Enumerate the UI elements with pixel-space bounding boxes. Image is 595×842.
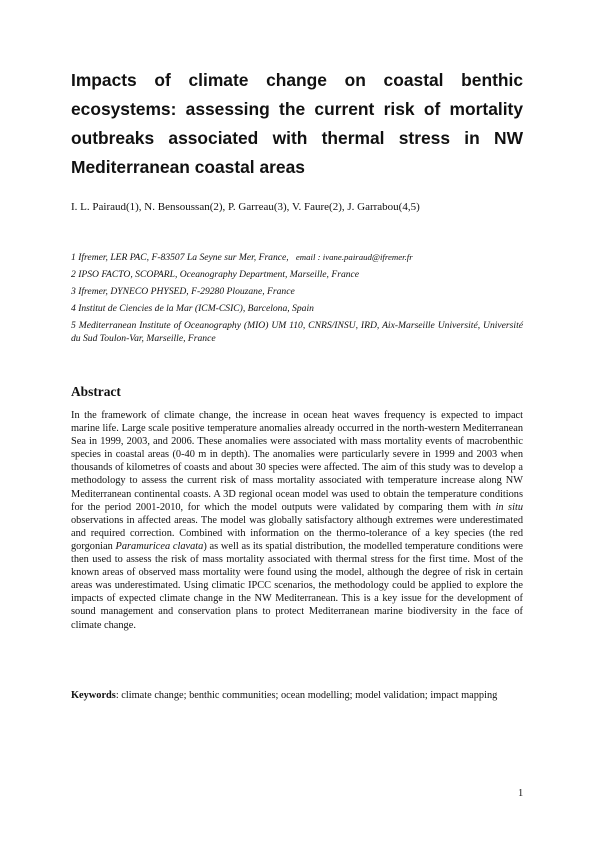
- page-number: 1: [518, 788, 524, 799]
- abstract-heading: Abstract: [71, 384, 121, 399]
- affiliations: [71, 251, 523, 349]
- paper-title: Impacts of climate change on coastal benthic ecosystems: assessing the current risk of mortality outbreaks associated with thermal stress in NW Mediterranean coastal areas: [71, 70, 523, 177]
- affiliation-5: 5 Mediterranean Institute of Oceanography (MIO) UM 110, CNRS/INSU, IRD, Aix-Marseille Université, Université du Sud Toulon-Var, Marseille, France: [71, 320, 523, 344]
- affiliation-1: [71, 251, 523, 264]
- species-name: Paramuricea clavata: [115, 540, 204, 552]
- author-list: I. L. Pairaud(1), N. Bensoussan(2), P. Garreau(3), V. Faure(2), J. Garrabou(4,5): [71, 201, 420, 213]
- keywords: [71, 689, 523, 702]
- affiliation-4: 4 Institut de Ciencies de la Mar (ICM-CSIC), Barcelona, Spain: [71, 303, 314, 314]
- keywords-text: : climate change; benthic communities; ocean modelling; model validation; impact mapping: [115, 690, 498, 701]
- contact-email: email : ivane.pairaud@ifremer.fr: [295, 252, 413, 262]
- affiliation-1-text: 1 Ifremer, LER PAC, F-83507 La Seyne sur Mer, France,: [71, 252, 289, 263]
- abstract-text: [71, 409, 523, 632]
- abstract-part-1: In the framework of climate change, the increase in ocean heat waves frequency is expected to impact marine life. Large scale positive temperature anomalies already occurred in the north-western Mediterranean Sea in 1999, 2003, and 2006. These anomalies were associated with mass mortality events of macrobenthic species in coastal areas (0-40 m in depth). The anomalies were particularly severe in 1999 and 2003 when thousands of kilometres of coasts and about 30 species were affected. The aim of this study was to develop a methodology to assess the current risk of mass mortality associated with temperature increase along NW Mediterranean continental coasts. A 3D regional ocean model was used to obtain the temperature conditions for the period 2001-2010, for which the model outputs were validated by comparing them with: [71, 410, 523, 513]
- affiliation-3: 3 Ifremer, DYNECO PHYSED, F-29280 Plouzane, France: [71, 286, 295, 297]
- abstract-part-2: observations in affected areas. The model was globally satisfactory although extremes were underestimated and required correction. Combined with information on the thermo-tolerance of a key species (the red gorgonian: [71, 514, 523, 552]
- keywords-label: Keywords: [71, 690, 116, 701]
- affiliation-2: 2 IPSO FACTO, SCOPARL, Oceanography Department, Marseille, France: [71, 269, 360, 280]
- abstract-part-3: ) as well as its spatial distribution, the modelled temperature conditions were then used to assess the risk of mass mortality associated with thermal stress for the first time. Most of the known areas of observed mass mortality were found using the model, although the degree of risk in certain areas was underestimated. Using climatic IPCC scenarios, the methodology could be applied to explore the impacts of expected climate change in the NW Mediterranean. This is a key issue for the development of sound management and conservation plans to protect Mediterranean marine biodiversity in the face of climate change.: [71, 540, 523, 631]
- in-situ-term: in situ: [495, 501, 524, 513]
